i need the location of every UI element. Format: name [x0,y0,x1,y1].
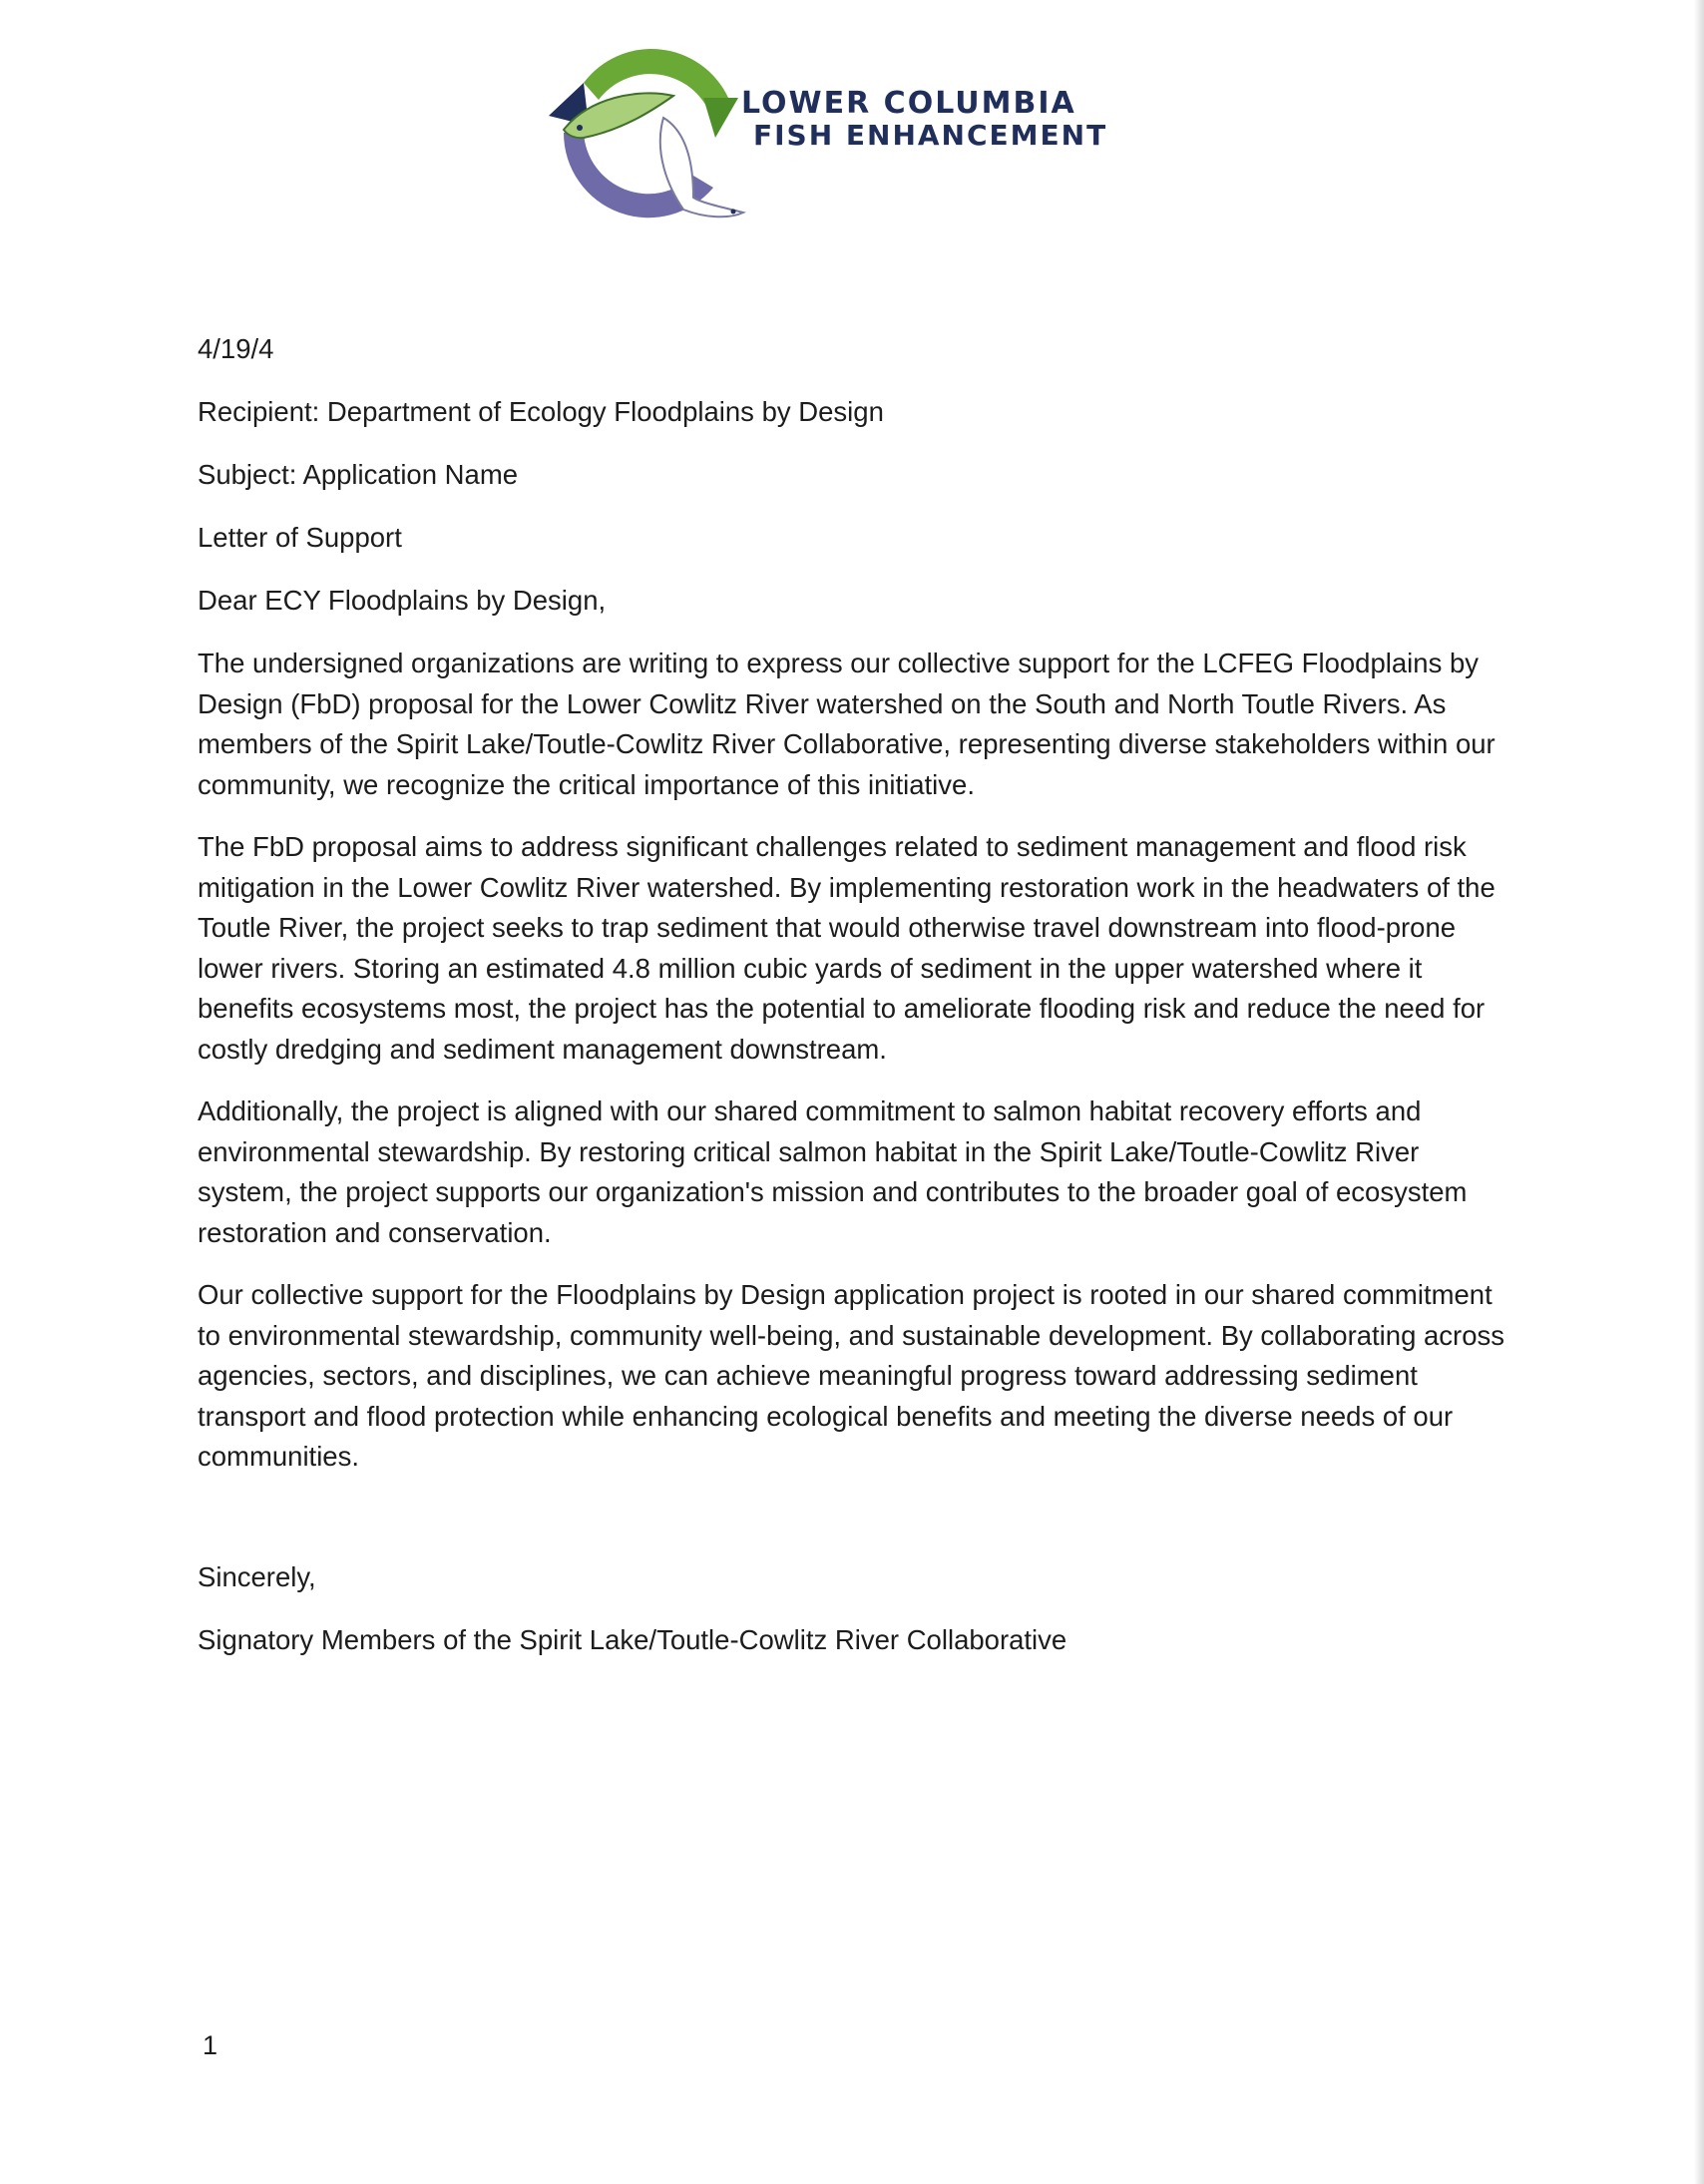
scan-edge [1694,0,1704,2184]
letter-signatory: Signatory Members of the Spirit Lake/Toutle-Cowlitz River Collaborative [198,1623,1067,1655]
paragraph-3: Additionally, the project is aligned with our shared commitment to salmon habitat recovery efforts and environmental stewardship. By restoring critical salmon habitat in the Spirit Lake/Toutle-Cowlitz River system, the project supports our organization's mission and contributes to the broader goal of ecosystem restoration and conservation. [198,1095,1468,1248]
logo-wordmark [741,88,1107,152]
letter-recipient: Recipient: Department of Ecology Floodplains by Design [198,396,884,427]
letter-salutation: Dear ECY Floodplains by Design, [198,585,607,616]
paragraph-2: The FbD proposal aims to address significant challenges related to sediment management and flood risk mitigation in the Lower Cowlitz River watershed. By implementing restoration work in the headwaters of the Toutle River, the project seeks to trap sediment that would otherwise travel downstream into flood-prone lower rivers. Storing an estimated 4.8 million cubic yards of sediment in the upper watershed where it benefits ecosystems most, the project has the potential to ameliorate flooding risk and reduce the need for costly dredging and sediment management downstream. [198,831,1495,1065]
letter-title: Letter of Support [198,522,402,553]
page-number: 1 [203,2030,218,2060]
letter-body [198,329,1514,1660]
paragraph-1: The undersigned organizations are writing to express our collective support for the LCFEG Floodplains by Design (FbD) proposal for the Lower Cowlitz River watershed on the South and North Toutle Rivers. As members of the Spirit Lake/Toutle-Cowlitz River Collaborative, representing diverse stakeholders within our community, we recognize the critical importance of this initiative. [198,648,1495,800]
letter-date: 4/19/4 [198,333,274,364]
letter-closing: Sincerely, [198,1560,316,1592]
paragraph-4: Our collective support for the Floodplains by Design application project is rooted in our shared commitment to environmental stewardship, community well-being, and sustainable development. By collaborating across agencies, sectors, and disciplines, we can achieve meaningful progress toward addressing sediment transport and flood protection while enhancing ecological benefits and meeting the diverse needs of our communities. [198,1279,1504,1472]
logo-line-1: LOWER COLUMBIA [741,86,1076,121]
lcfe-logo [544,38,1202,237]
letter-subject: Subject: Application Name [198,459,519,490]
logo-line-2: FISH ENHANCEMENT [753,119,1108,152]
